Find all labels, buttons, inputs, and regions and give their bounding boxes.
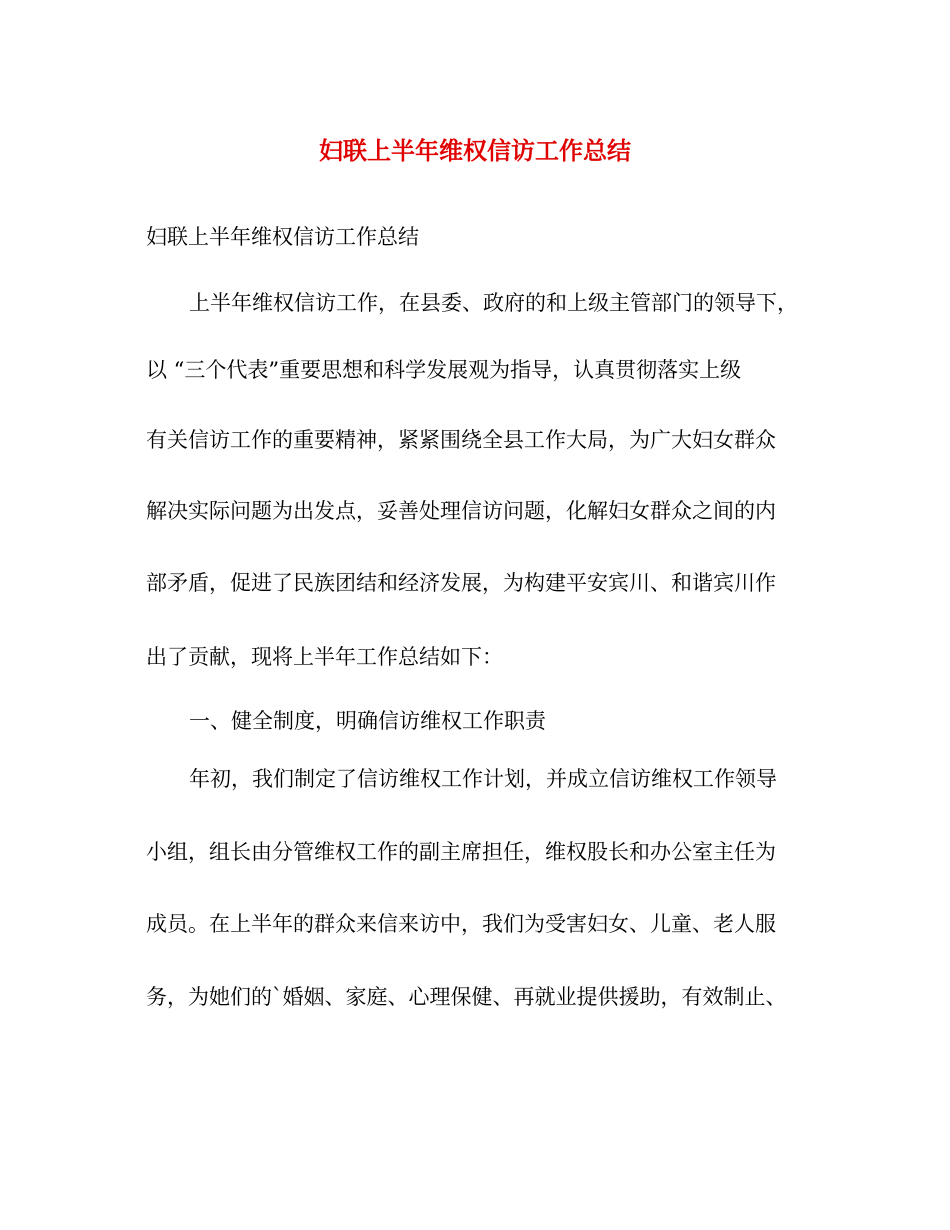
document-subtitle: 妇联上半年维权信访工作总结 xyxy=(146,225,419,249)
paragraph-line: 上半年维权信访工作，在县委、政府的和上级主管部门的领导下， xyxy=(189,291,798,315)
paragraph-line: 以 “三个代表”重要思想和科学发展观为指导，认真贯彻落实上级 xyxy=(146,358,742,382)
paragraph-line: 部矛盾，促进了民族团结和经济发展，为构建平安宾川、和谐宾川作 xyxy=(146,571,776,595)
paragraph-line: 有关信访工作的重要精神，紧紧围绕全县工作大局，为广大妇女群众 xyxy=(146,428,776,452)
paragraph-line: 务，为她们的`婚姻、家庭、心理保健、再就业提供援助，有效制止、 xyxy=(146,985,787,1009)
paragraph-line: 成员。在上半年的群众来信来访中，我们为受害妇女、儿童、老人服 xyxy=(146,912,776,936)
paragraph-line: 年初，我们制定了信访维权工作计划，并成立信访维权工作领导 xyxy=(189,767,777,791)
document-title: 妇联上半年维权信访工作总结 xyxy=(319,136,631,165)
section-heading: 一、健全制度，明确信访维权工作职责 xyxy=(189,709,546,733)
paragraph-line: 出了贡献，现将上半年工作总结如下： xyxy=(146,645,503,669)
paragraph-line: 小组，组长由分管维权工作的副主席担任，维权股长和办公室主任为 xyxy=(146,840,776,864)
paragraph-line: 解决实际问题为出发点，妥善处理信访问题，化解妇女群众之间的内 xyxy=(146,499,776,523)
